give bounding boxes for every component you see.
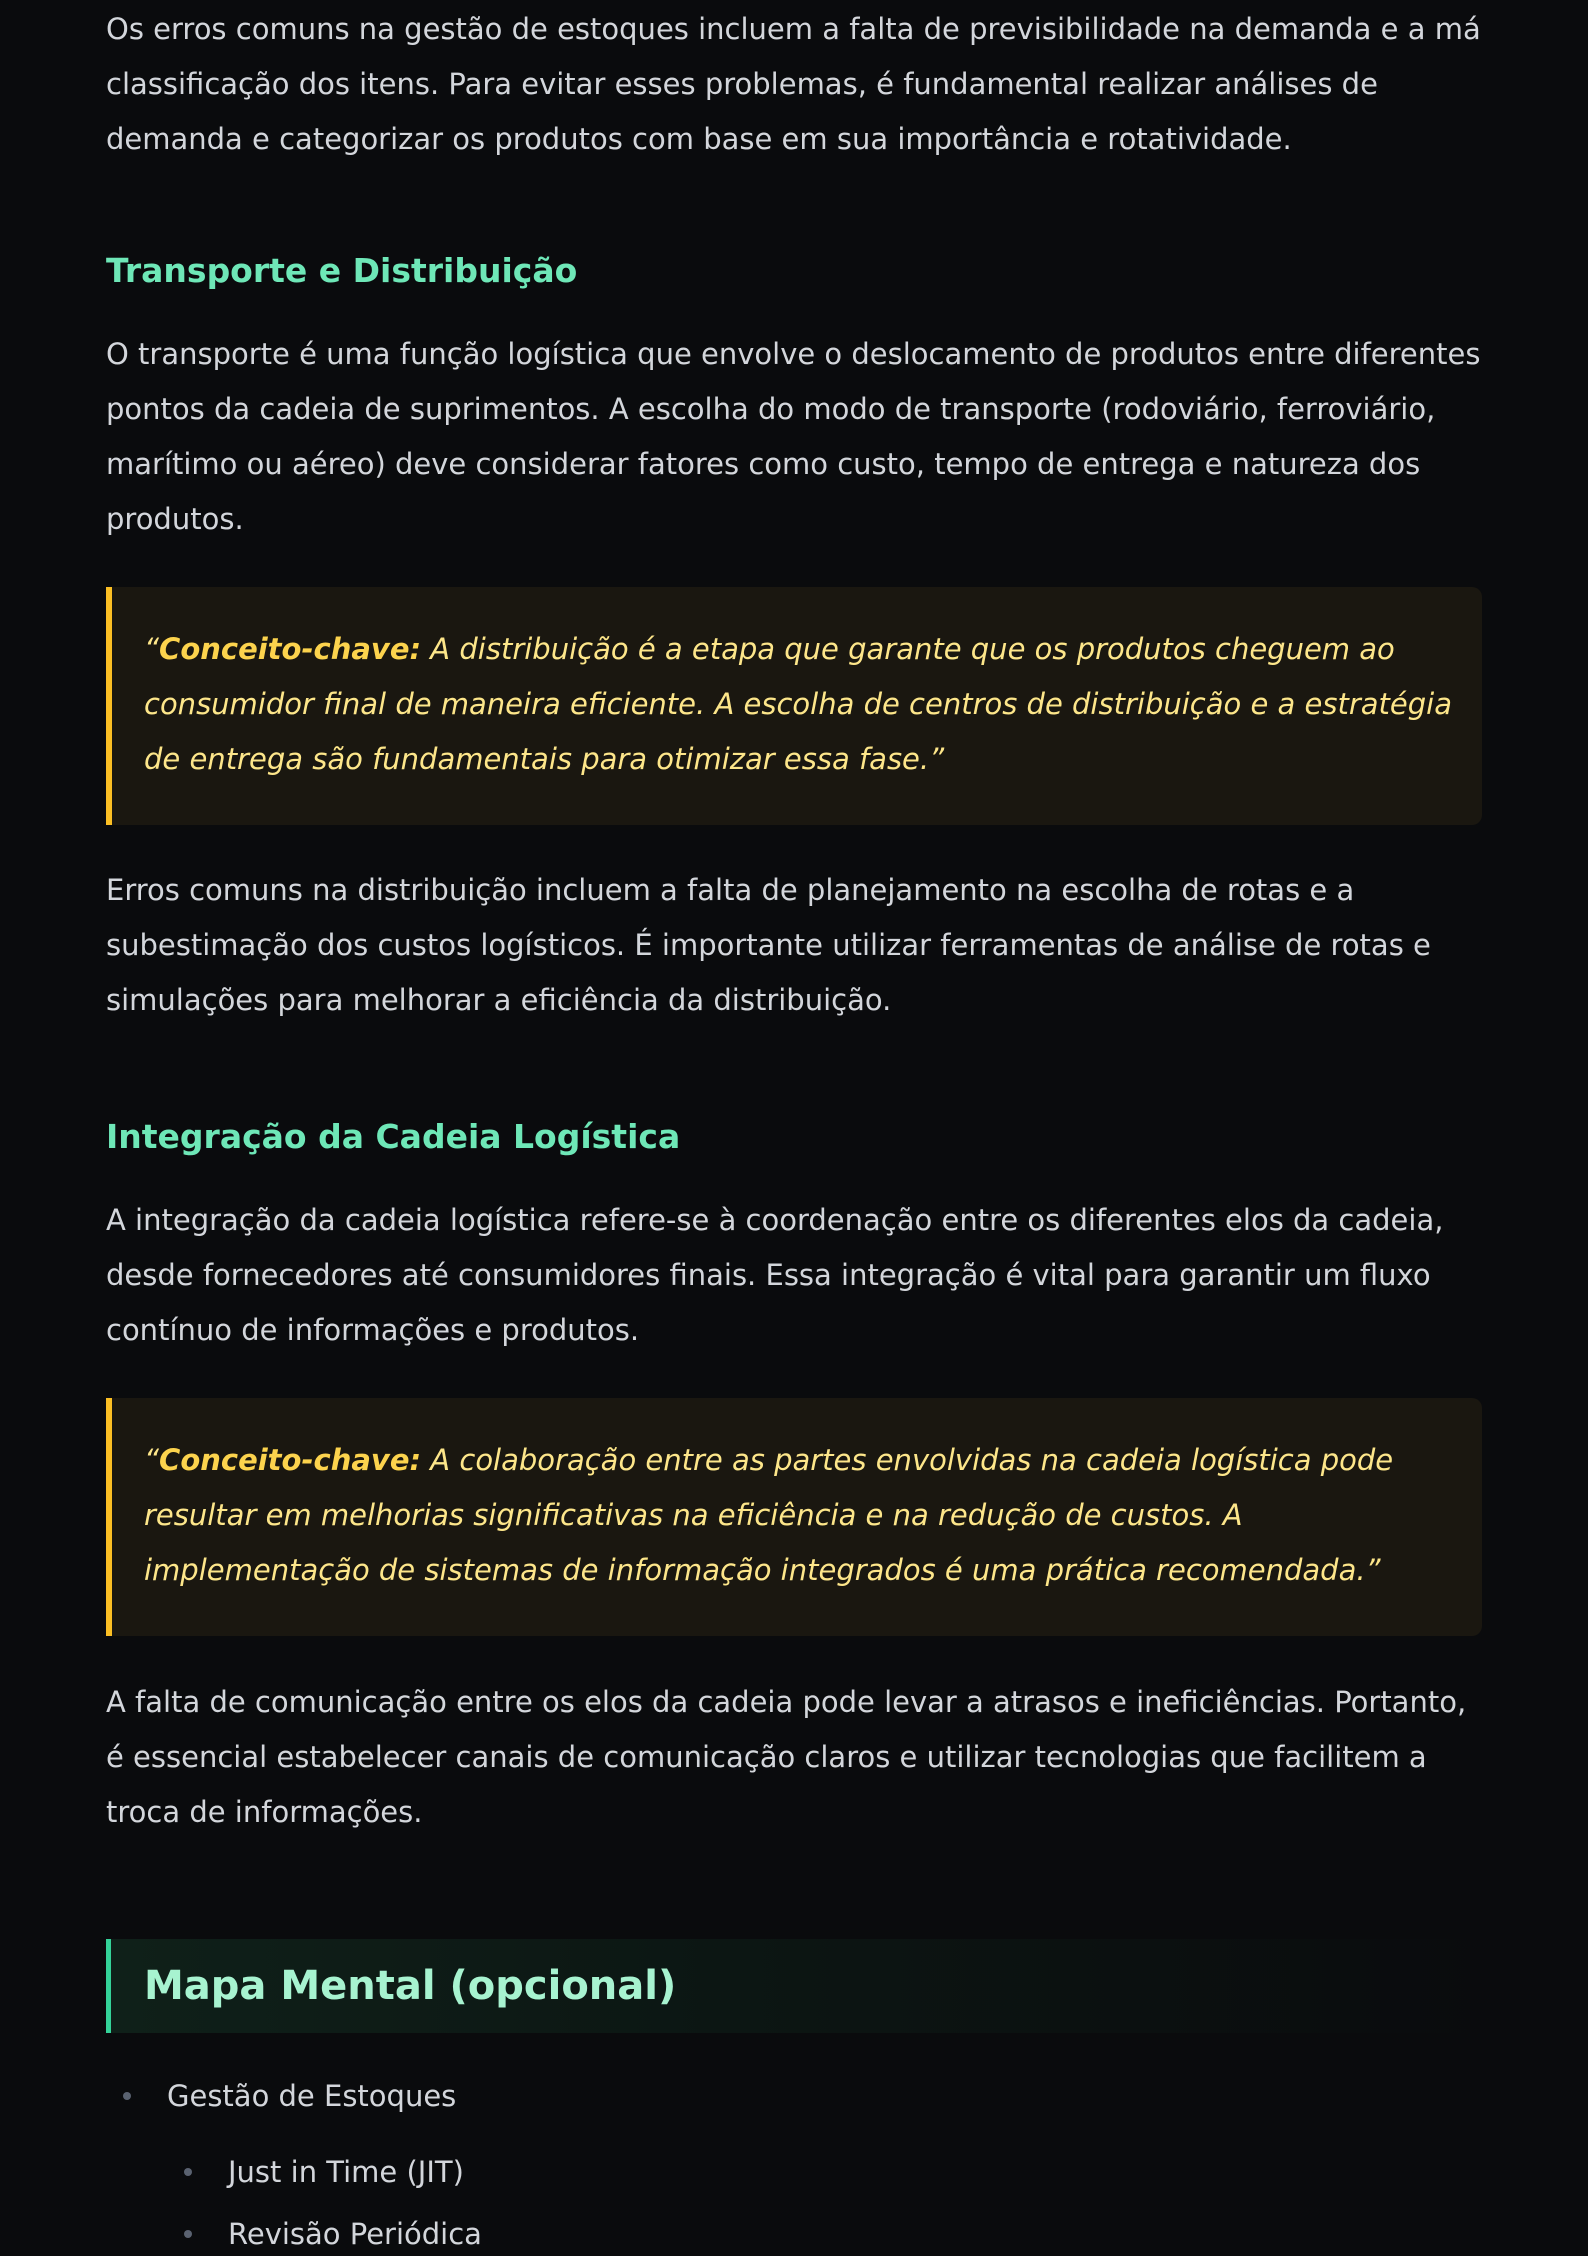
section-closing-paragraph-integracao: A falta de comunicação entre os elos da cadeia pode levar a atrasos e ineficiências. Portanto, é essencial estabelecer canais de comunicação claros e utilizar tecnologias que facilitem a troca de informações. <box>106 1685 1467 1829</box>
callout-label: Conceito-chave: <box>159 632 422 666</box>
section-title-integracao: Integração da Cadeia Logística <box>106 1117 681 1156</box>
section-closing-paragraph-distribuicao: Erros comuns na distribuição incluem a falta de planejamento na escolha de rotas e a subestimação dos custos logísticos. É importante utilizar ferramentas de análise de rotas e simulações para melhorar a eficiência da distribuição. <box>106 873 1431 1017</box>
mind-map-heading: Mapa Mental (opcional) <box>106 1939 1482 2033</box>
mind-map-subitem-revisao-periodica: Revisão Periódica <box>106 2212 1482 2256</box>
key-concept-callout-integracao <box>106 1398 1482 1636</box>
callout-body: A distribuição é a etapa que garante que os produtos cheguem ao consumidor final de maneira eficiente. A escolha de centros de distribuição e a estratégia de entrega são fundamentais para otimizar essa fase.” <box>144 632 1452 776</box>
section-title-transporte: Transporte e Distribuição <box>106 251 578 290</box>
open-quote: “ <box>144 632 160 666</box>
open-quote: “ <box>144 1443 160 1477</box>
callout-text <box>144 622 1452 787</box>
mind-map-sublist <box>106 2212 1482 2256</box>
intro-paragraph: Os erros comuns na gestão de estoques incluem a falta de previsibilidade na demanda e a má classificação dos itens. Para evitar esses problemas, é fundamental realizar análises de demanda e categorizar os produtos com base em sua importância e rotatividade. <box>106 12 1481 156</box>
callout-body: A colaboração entre as partes envolvidas na cadeia logística pode resultar em melhorias significativas na eficiência e na redução de custos. A implementação de sistemas de informação integrados é uma prática recomendada.” <box>144 1443 1394 1587</box>
section-paragraph-integracao: A integração da cadeia logística refere-se à coordenação entre os diferentes elos da cadeia, desde fornecedores até consumidores finais. Essa integração é vital para garantir um fluxo contínuo de informações e produtos. <box>106 1203 1444 1347</box>
mind-map-sublist <box>106 2150 1482 2194</box>
mind-map-subitem-jit: Just in Time (JIT) <box>106 2150 1482 2194</box>
key-concept-callout-distribuicao <box>106 587 1482 825</box>
callout-text <box>144 1433 1452 1598</box>
callout-label: Conceito-chave: <box>159 1443 422 1477</box>
mind-map-item-gestao-estoques: Gestão de Estoques <box>106 2074 1482 2118</box>
mind-map-list <box>106 2074 1482 2118</box>
section-paragraph-transporte: O transporte é uma função logística que envolve o deslocamento de produtos entre diferentes pontos da cadeia de suprimentos. A escolha do modo de transporte (rodoviário, ferroviário, marítimo ou aéreo) deve considerar fatores como custo, tempo de entrega e natureza dos produtos. <box>106 337 1481 536</box>
